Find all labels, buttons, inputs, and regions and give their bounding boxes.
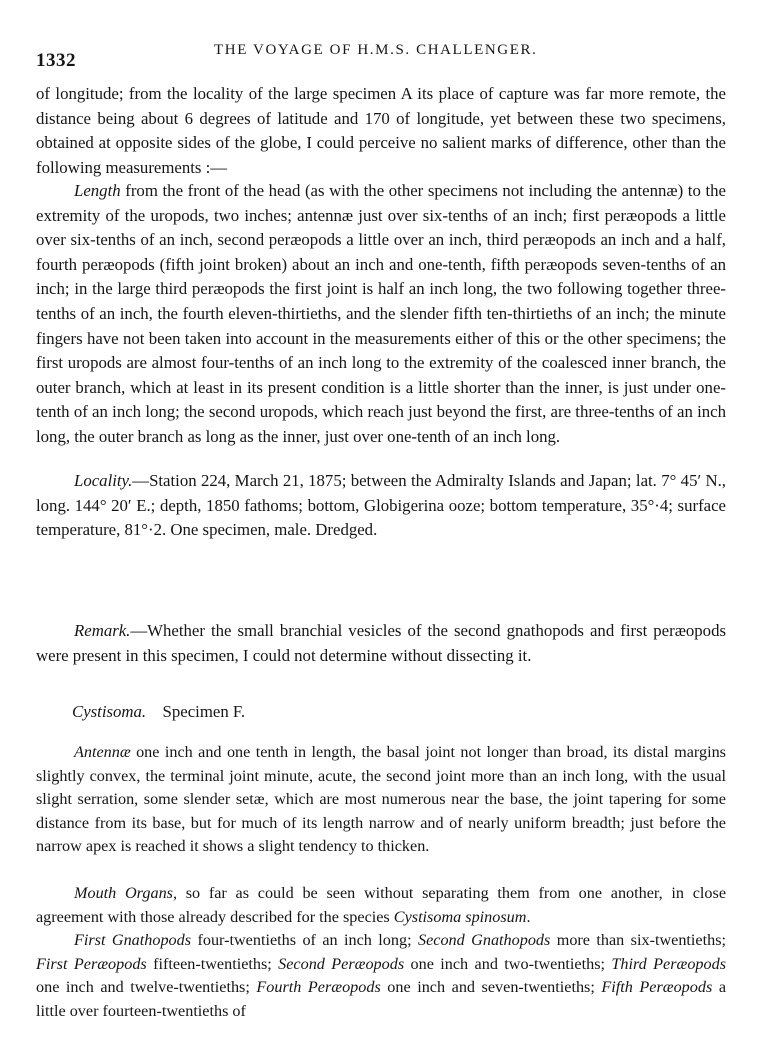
- heading-genus: Cystisoma.: [72, 702, 147, 721]
- paragraph-mouth-organs: [36, 882, 726, 929]
- limb-measure: more than six-twentieths;: [550, 931, 726, 949]
- paragraph-text: —Whether the small branchial vesicles of the second gnathopods and first peræopods were present in this specimen, I could not determine without dissecting it.: [36, 621, 726, 665]
- limb-label: Second Peræopods: [278, 954, 405, 973]
- limb-label: Second Gnathopods: [418, 931, 551, 949]
- paragraph-end: .: [526, 907, 531, 926]
- paragraph-lead: Length: [74, 181, 121, 200]
- limb-measure: a little over fourteen-twentieths of: [36, 978, 726, 1020]
- paragraph-text: —Station 224, March 21, 1875; between the Admiralty Islands and Japan; lat. 7° 45′ N., long. 144° 20′ E.; depth, 1850 fathoms; bottom, Globigerina ooze; bottom temperature, 35°·4; surface temperature, 81°·2. One specimen, male. Dredged.: [36, 471, 726, 540]
- paragraph-text: one inch and one tenth in length, the basal joint not longer than broad, its distal margins slightly convex, the terminal joint minute, acute, the second joint more than an inch long, with the usual slight serration, some slender setæ, which are most numerous near the base, the joint tapering for some distance from its base, but for much of its length narrow and of nearly uniform breadth; just before the narrow apex is reached it shows a slight tendency to thicken.: [36, 743, 726, 856]
- paragraph-text: so far as could be seen without separating them from one another, in close agreement with those already described for the species: [36, 884, 727, 926]
- limb-label: Third Peræopods: [611, 954, 727, 973]
- paragraph-lead: Locality.: [74, 471, 133, 490]
- limb-label: Fifth Peræopods: [601, 978, 713, 997]
- paragraph-lead: Antennæ: [74, 743, 131, 761]
- paragraph-limb-measurements: [36, 929, 726, 1023]
- paragraph-lead: Mouth Organs,: [74, 884, 178, 902]
- limb-label: Fourth Peræopods: [256, 978, 381, 997]
- heading-specimen: Specimen F.: [162, 702, 246, 721]
- limb-label: First Gnathopods: [74, 931, 192, 949]
- running-head: THE VOYAGE OF H.M.S. CHALLENGER.: [214, 42, 538, 58]
- page-number: 1332: [36, 50, 76, 71]
- limb-measure: one inch and twelve-twentieths;: [36, 978, 257, 997]
- paragraph-antennae: [36, 741, 726, 859]
- section-heading: [72, 702, 245, 722]
- paragraph-text: from the front of the head (as with the other specimens not including the antennæ) to the extremity of the uropods, two inches; antennæ just over six-tenths of an inch; first peræopods a little over six-tenths of an inch, second peræopods a little over an inch, third peræopods an inch and a half, fourth peræopods (fifth joint broken) about an inch and one-tenth, fifth peræopods seven-tenths of an inch; in the large third peræopods the first joint is half an inch long, the two following together three-tenths of an inch, the fourth eleven-thirtieths, and the slender fifth ten-thirtieths of an inch; the minute fingers have not been taken into account in the measurements either of this or the other specimens; the first uropods are almost four-tenths of an inch long to the extremity of the coalesced inner branch, the outer branch, which at least in its present condition is a little shorter than the inner, is just under one-tenth of an inch long; the second uropods, which reach just beyond the first, are three-tenths of an inch long, the outer branch as long as the inner, just over one-tenth of an inch long.: [36, 181, 726, 446]
- limb-label: First Peræopods: [36, 954, 147, 973]
- paragraph-length: [36, 179, 726, 450]
- limb-measure: fifteen-twentieths;: [146, 954, 279, 973]
- limb-measure: one inch and seven-twentieths;: [380, 978, 602, 997]
- paragraph-remark: [36, 619, 726, 668]
- paragraph-text: of longitude; from the locality of the large specimen A its place of capture was far more remote, the distance being about 6 degrees of latitude and 170 of longitude, yet between these two specimens, obtained at opposite sides of the globe, I could perceive no salient marks of difference, other than the following measurements :—: [36, 84, 726, 177]
- limb-measure: four-twentieths of an inch long;: [191, 931, 418, 949]
- limb-measure: one inch and two-twentieths;: [404, 954, 612, 973]
- species-name: Cystisoma spinosum: [393, 907, 527, 926]
- paragraph-lead: Remark.: [74, 621, 131, 640]
- paragraph-locality: [36, 469, 726, 543]
- paragraph-continuation: [36, 82, 726, 180]
